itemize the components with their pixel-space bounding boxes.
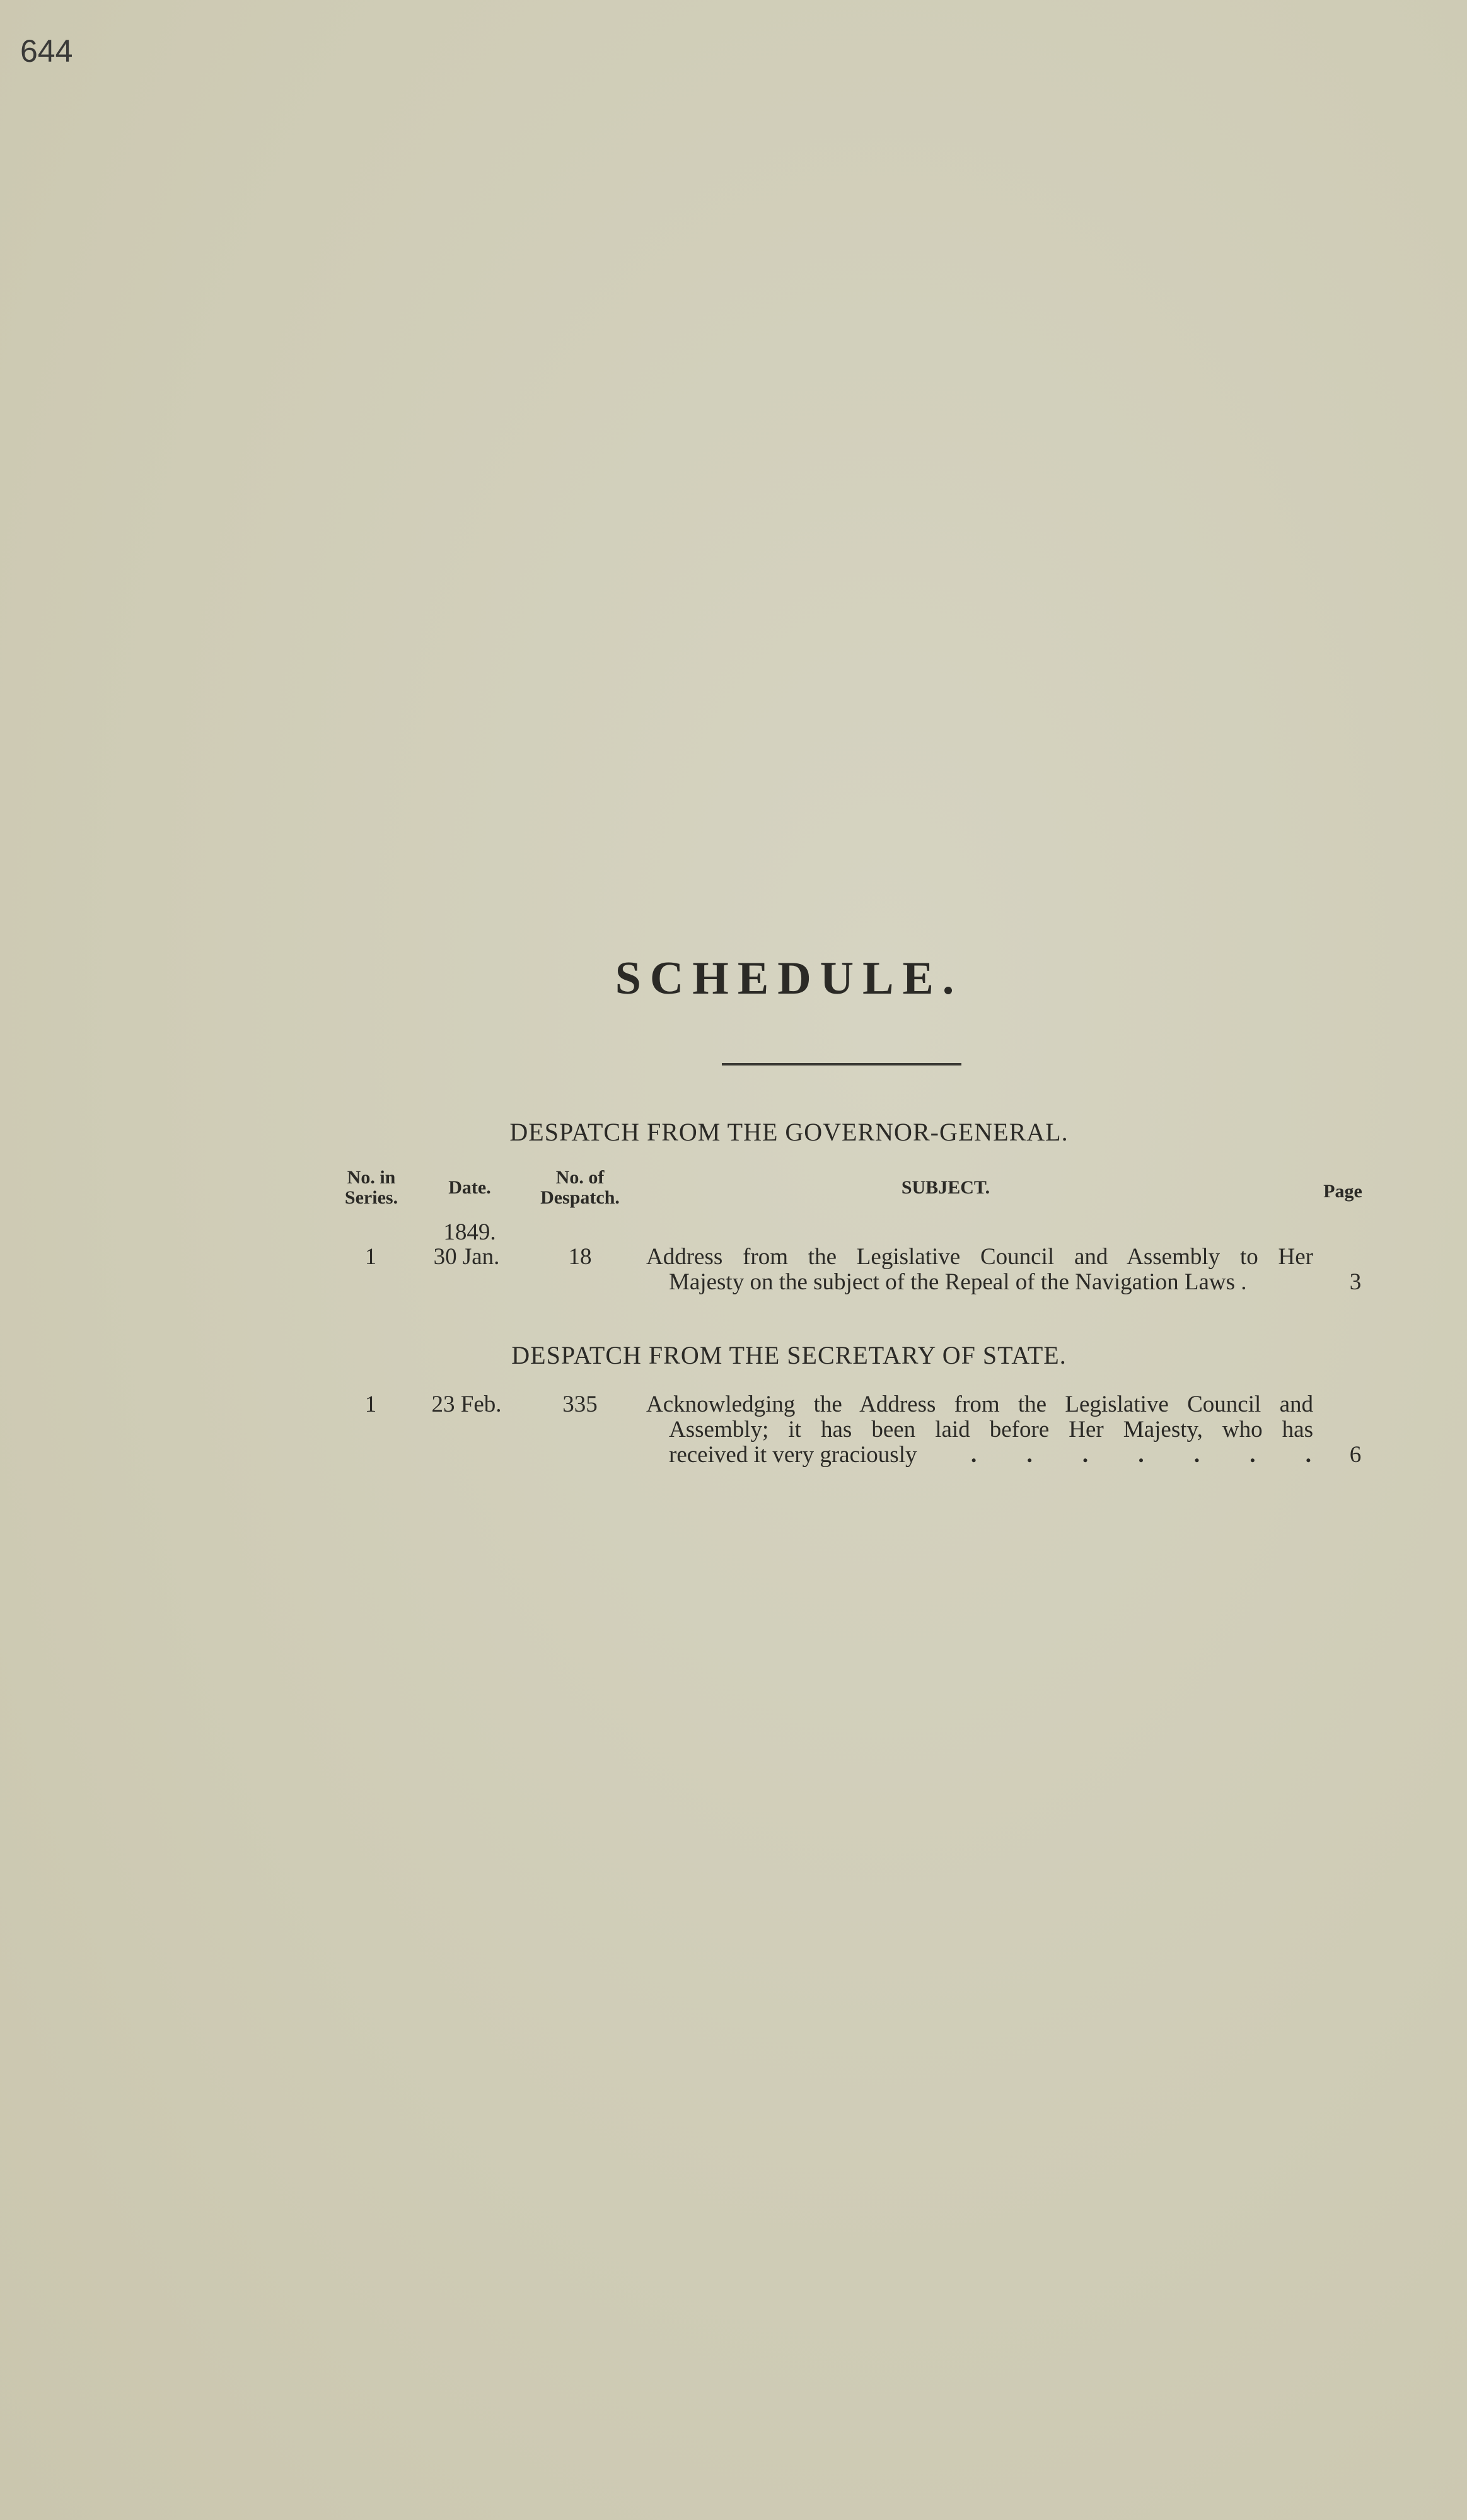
column-header-date: Date. [448,1177,491,1198]
leader-dots: . . . . . . . [971,1442,1311,1468]
entry-series: 1 [364,1244,377,1270]
entry-despatch: 335 [562,1391,598,1417]
subject-line: Majesty on the subject of the Repeal of the Navigation Laws . [669,1269,1247,1295]
title-rule [722,1063,961,1065]
entry-page: 6 [1349,1442,1362,1468]
schedule-title: SCHEDULE. [615,953,963,1004]
entry-page: 3 [1349,1269,1362,1295]
subject-line: Acknowledging the Address from the Legislative Council and [646,1391,1313,1417]
entry-despatch: 18 [568,1244,592,1270]
subject-line: Address from the Legislative Council and Assembly to Her [646,1244,1313,1270]
entry-date: 30 Jan. [433,1244,500,1270]
subject-line-text: received it very graciously [669,1442,917,1468]
column-header-page: Page [1323,1181,1362,1202]
column-header-despatch: No. of Despatch. [540,1167,620,1208]
column-header-subject: SUBJECT. [901,1177,990,1198]
entry-subject [646,1245,1313,1295]
year-label: 1849. [443,1219,496,1245]
entry-series: 1 [364,1391,377,1417]
section-heading-governor-general: DESPATCH FROM THE GOVERNOR-GENERAL. [509,1118,1069,1146]
entry-date: 23 Feb. [431,1391,502,1417]
page-number: 644 [20,33,73,69]
section-heading-secretary-of-state: DESPATCH FROM THE SECRETARY OF STATE. [511,1341,1067,1369]
subject-line: Assembly; it has been laid before Her Majesty, who has [669,1417,1313,1443]
column-header-series: No. in Series. [344,1167,398,1208]
